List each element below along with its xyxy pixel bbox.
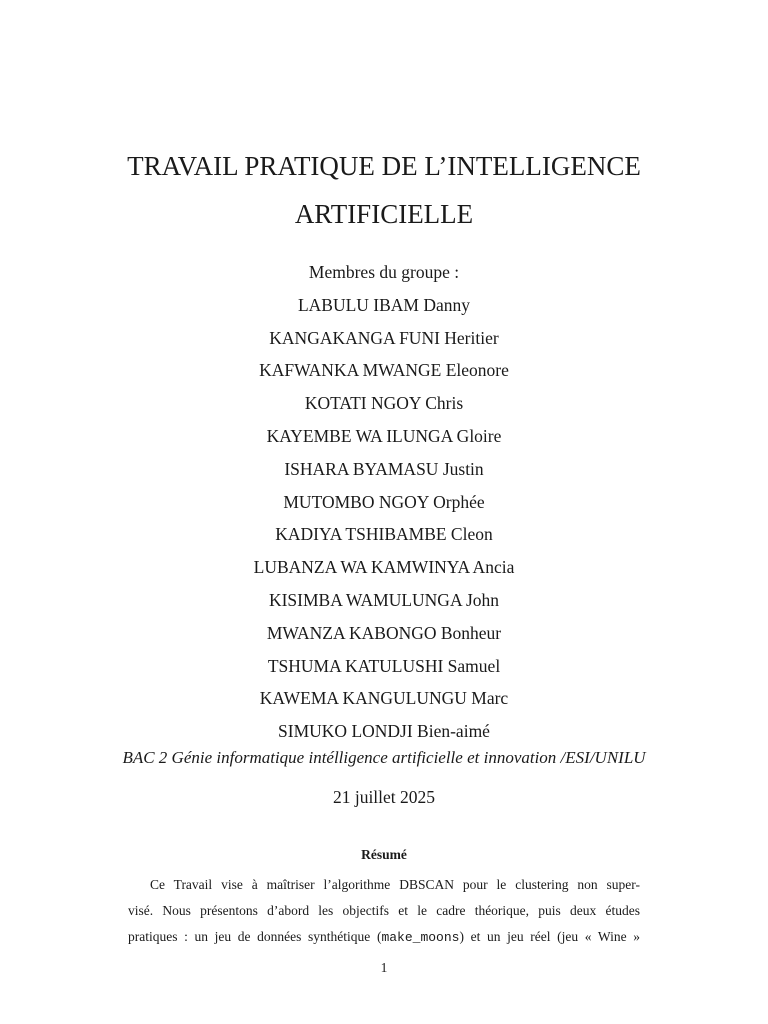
member-name: KADIYA TSHIBAMBE Cleon — [275, 524, 493, 545]
abstract-line: Ce Travail vise à maîtriser l’algorithme DBSCAN pour le clustering non super- — [150, 877, 640, 892]
member-name: KAFWANKA MWANGE Eleonore — [259, 360, 509, 381]
page-number: 1 — [380, 960, 388, 975]
members-heading: Membres du groupe : — [308, 262, 460, 282]
member-name: MWANZA KABONGO Bonheur — [266, 622, 502, 643]
abstract-text — [128, 872, 640, 951]
member-name: MUTOMBO NGOY Orphée — [283, 491, 485, 512]
affiliation: BAC 2 Génie informatique intélligence artificielle et innovation /ESI/UNILU — [122, 748, 646, 767]
member-name: KISIMBA WAMULUNGA John — [268, 589, 500, 610]
document-date: 21 juillet 2025 — [332, 787, 436, 807]
member-name: KANGAKANGA FUNI Heritier — [269, 327, 499, 348]
title-line-1: TRAVAIL PRATIQUE DE L’INTELLIGENCE — [127, 151, 641, 181]
member-name: LABULU IBAM Danny — [297, 294, 471, 315]
member-name: TSHUMA KATULUSHI Samuel — [267, 655, 501, 676]
member-name: LUBANZA WA KAMWINYA Ancia — [253, 557, 515, 578]
title-line-2: ARTIFICIELLE — [294, 199, 474, 229]
abstract-heading: Résumé — [361, 847, 407, 862]
member-name: SIMUKO LONDJI Bien-aimé — [278, 721, 490, 742]
abstract-line-3 — [128, 924, 640, 951]
member-name: KAWEMA KANGULUNGU Marc — [259, 688, 509, 709]
abstract-text-segment: ) et un jeu réel (jeu « Wine » — [459, 929, 640, 944]
document-title — [0, 142, 768, 238]
group-members-list — [0, 256, 768, 748]
abstract-text-segment: pratiques : un jeu de données synthétique ( — [128, 929, 382, 944]
member-name: ISHARA BYAMASU Justin — [284, 458, 484, 479]
member-name: KOTATI NGOY Chris — [304, 393, 464, 414]
abstract-line: visé. Nous présentons d’abord les objectifs et le cadre théorique, puis deux études — [128, 903, 640, 918]
inline-code: make_moons — [381, 930, 460, 945]
member-name: KAYEMBE WA ILUNGA Gloire — [266, 425, 502, 446]
